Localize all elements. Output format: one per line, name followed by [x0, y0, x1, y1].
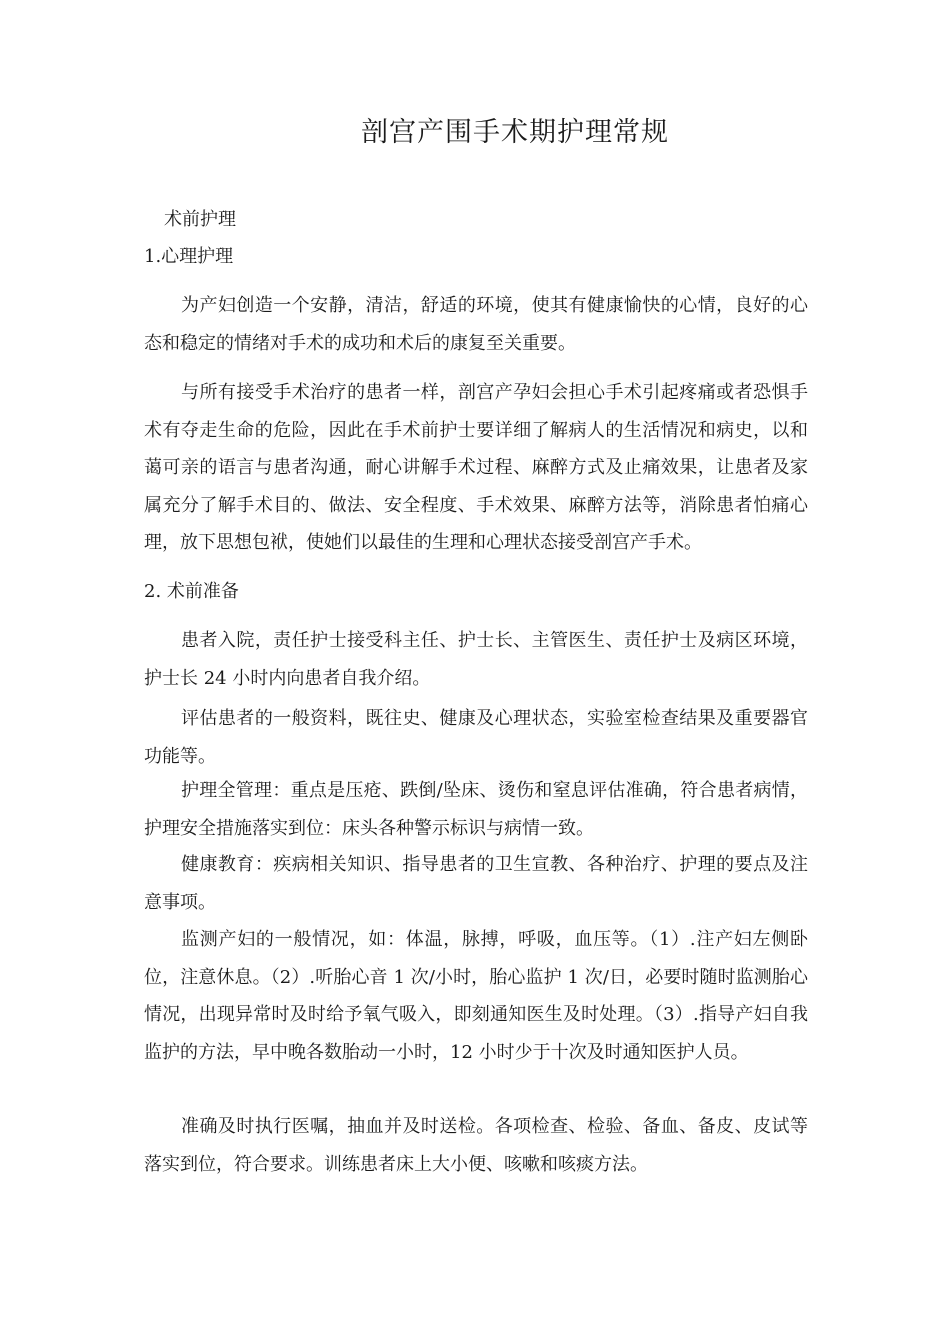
document-title: 剖宫产围手术期护理常规	[361, 117, 669, 148]
paragraph-7: 监测产妇的一般情况，如：体温，脉搏，呼吸，血压等。（1）.注产妇左侧卧位，注意休息。（2）.听胎心音 1 次/小时，胎心监护 1 次/日，必要时随时监测胎心情况，出现异常时及时给予氧气吸入，即刻通知医生及时处理。（3）.指导产妇自我监护的方法，早中晚各数胎动一小时，12 小时少于十次及时通知医护人员。	[144, 929, 808, 1063]
paragraph-1: 为产妇创造一个安静，清洁，舒适的环境，使其有健康愉快的心情，良好的心态和稳定的情绪对手术的成功和术后的康复至关重要。	[144, 295, 808, 354]
paragraph-3: 患者入院，责任护士接受科主任、护士长、主管医生、责任护士及病区环境，护士长 24 小时内向患者自我介绍。	[144, 630, 808, 689]
paragraph-5: 护理全管理：重点是压疮、跌倒/坠床、烫伤和窒息评估准确，符合患者病情，护理安全措施落实到位：床头各种警示标识与病情一致。	[144, 780, 808, 839]
section-heading: 术前护理	[164, 209, 236, 230]
subsection-heading-1: 1.心理护理	[144, 246, 234, 267]
paragraph-4: 评估患者的一般资料，既往史、健康及心理状态，实验室检查结果及重要器官功能等。	[144, 708, 808, 767]
subsection-heading-2: 2. 术前准备	[144, 581, 239, 602]
paragraph-2: 与所有接受手术治疗的患者一样，剖宫产孕妇会担心手术引起疼痛或者恐惧手术有夺走生命的危险，因此在手术前护士要详细了解病人的生活情况和病史，以和蔼可亲的语言与患者沟通，耐心讲解手术过程、麻醉方式及止痛效果，让患者及家属充分了解手术目的、做法、安全程度、手术效果、麻醉方法等，消除患者怕痛心理，放下思想包袱，使她们以最佳的生理和心理状态接受剖宫产手术。	[144, 382, 808, 553]
paragraph-8: 准确及时执行医嘱，抽血并及时送检。各项检查、检验、备血、备皮、皮试等落实到位，符合要求。训练患者床上大小便、咳嗽和咳痰方法。	[144, 1116, 808, 1175]
paragraph-6: 健康教育：疾病相关知识、指导患者的卫生宣教、各种治疗、护理的要点及注意事项。	[144, 854, 808, 913]
